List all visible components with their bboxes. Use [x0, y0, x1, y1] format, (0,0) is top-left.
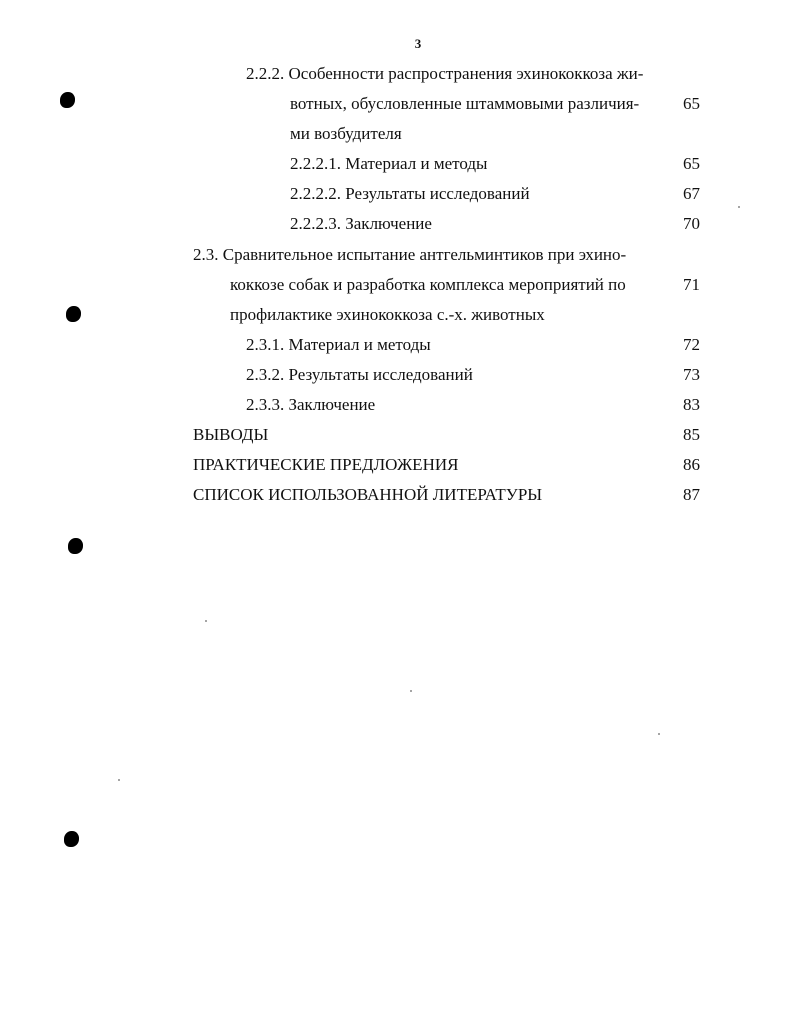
toc-page-number: 67	[683, 184, 700, 203]
toc-page-number: 73	[683, 365, 700, 384]
punch-hole-mark	[66, 306, 81, 322]
toc-page-number: 70	[683, 214, 700, 233]
toc-page-number: 85	[683, 425, 700, 444]
scan-speck	[410, 690, 412, 692]
punch-hole-mark	[64, 831, 79, 847]
toc-entry-line: ВЫВОДЫ	[193, 425, 269, 444]
toc-entry-line: 2.2.2. Особенности распространения эхинококкоза жи-	[246, 64, 644, 83]
punch-hole-mark	[60, 92, 75, 108]
page-number: 3	[414, 36, 422, 51]
toc-page-number: 86	[683, 455, 700, 474]
toc-entry-line: 2.2.2.1. Материал и методы	[290, 154, 488, 173]
toc-entry-line: ПРАКТИЧЕСКИЕ ПРЕДЛОЖЕНИЯ	[193, 455, 459, 474]
toc-page-number: 65	[683, 94, 700, 113]
toc-entry-line: СПИСОК ИСПОЛЬЗОВАННОЙ ЛИТЕРАТУРЫ	[193, 485, 543, 504]
toc-page-number: 65	[683, 154, 700, 173]
toc-entry-line: 2.3.3. Заключение	[246, 395, 376, 414]
toc-entry-line: 2.3.1. Материал и методы	[246, 335, 431, 354]
scan-speck	[205, 620, 207, 622]
toc-entry-line: коккозе собак и разработка комплекса мероприятий по	[230, 275, 626, 294]
toc-page-number: 83	[683, 395, 700, 414]
toc-page-number: 87	[683, 485, 700, 504]
scan-speck	[738, 206, 740, 208]
scan-speck	[118, 779, 120, 781]
punch-hole-mark	[68, 538, 83, 554]
toc-entry-line: 2.3.2. Результаты исследований	[246, 365, 473, 384]
toc-entry-line: ми возбудителя	[290, 124, 402, 143]
toc-page-number: 71	[683, 275, 700, 294]
toc-entry-line: 2.2.2.3. Заключение	[290, 214, 432, 233]
toc-entry-line: профилактике эхинококкоза с.-х. животных	[230, 305, 545, 324]
scan-speck	[658, 733, 660, 735]
toc-entry-line: 2.3. Сравнительное испытание антгельминтиков при эхино-	[193, 245, 627, 264]
toc-entry-line: вотных, обусловленные штаммовыми различия-	[290, 94, 640, 113]
toc-page-number: 72	[683, 335, 700, 354]
toc-entry-line: 2.2.2.2. Результаты исследований	[290, 184, 530, 203]
